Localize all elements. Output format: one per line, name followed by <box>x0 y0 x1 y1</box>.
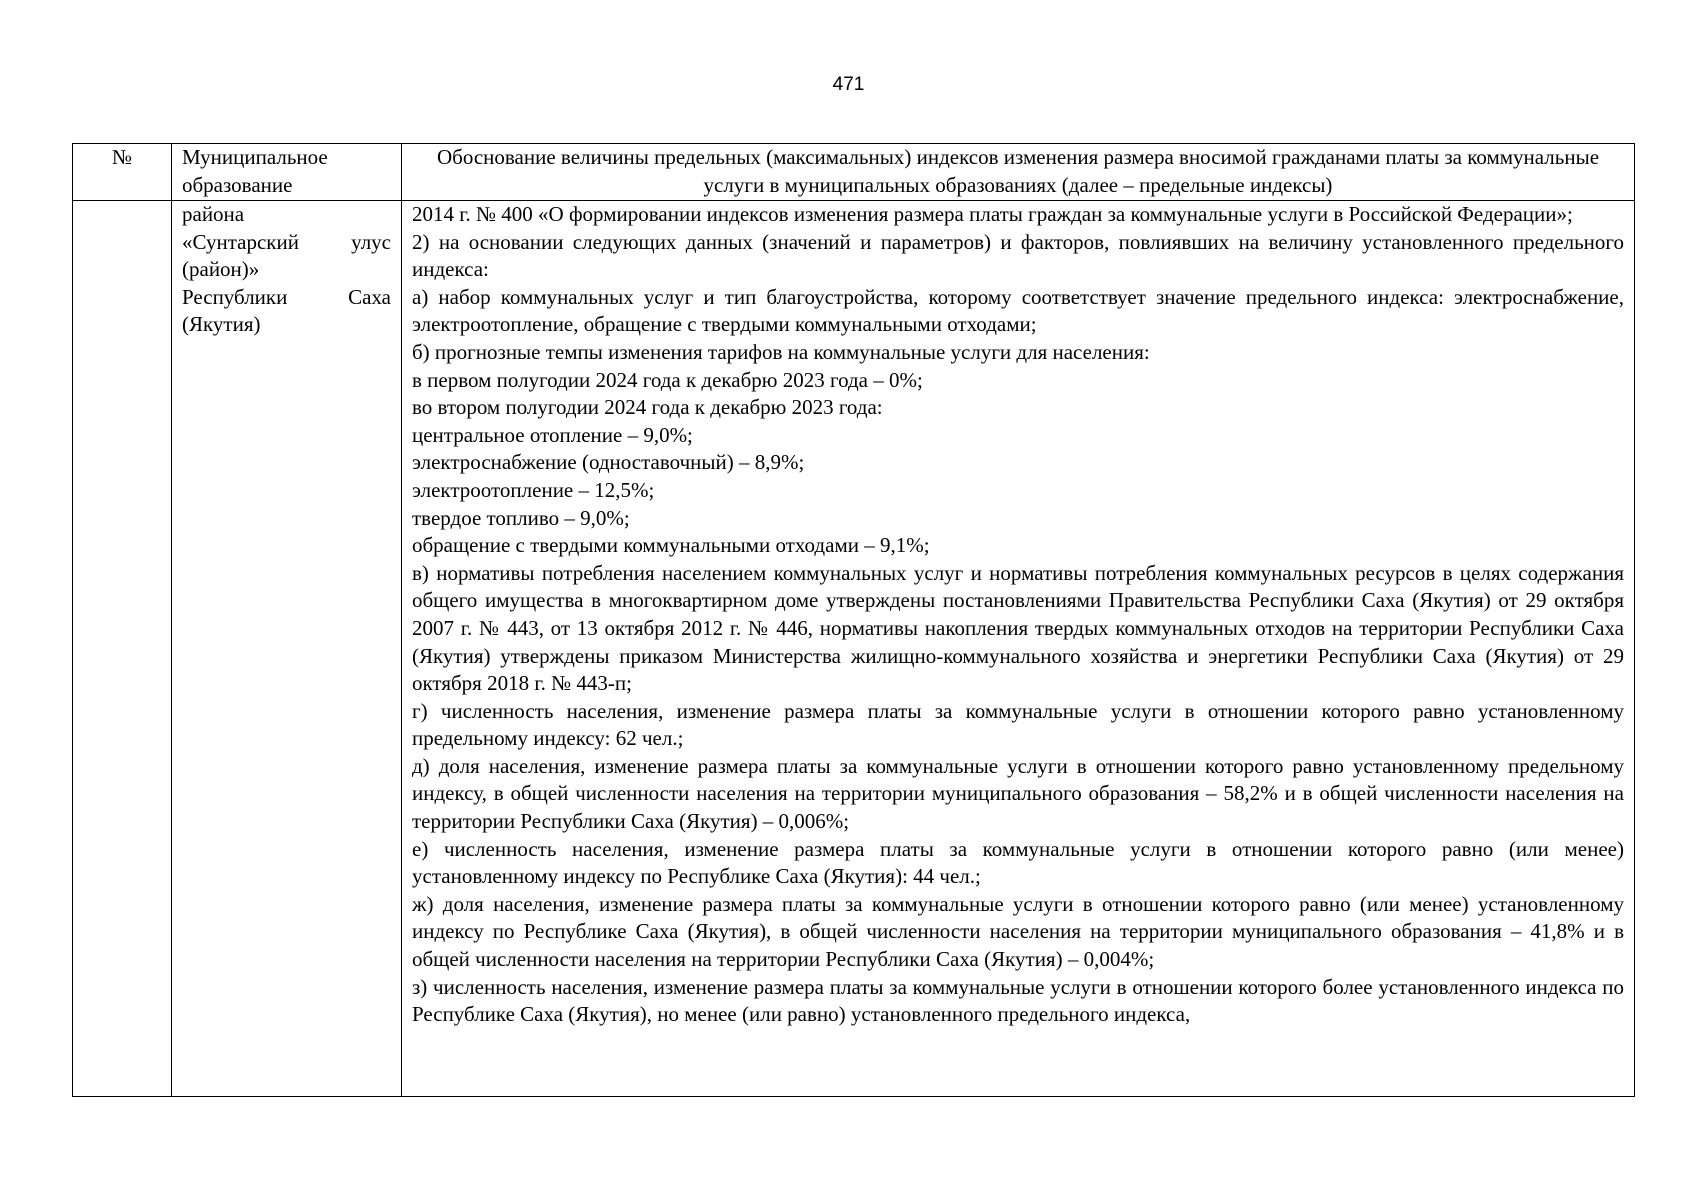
tariff-index-table <box>72 143 1635 1097</box>
basis-paragraph: центральное отопление – 9,0%; <box>412 422 693 447</box>
basis-paragraph: б) прогнозные темпы изменения тарифов на коммунальные услуги для населения: <box>412 339 1150 364</box>
basis-paragraph: е) численность населения, изменение размера платы за коммунальные услуги в отношении которого равно (или менее) установленному индексу по Республике Саха (Якутия): 44 чел.; <box>412 836 1624 889</box>
basis-paragraph: 2014 г. № 400 «О формировании индексов изменения размера платы граждан за коммунальные услуги в Российской Федерации»; <box>412 202 1573 226</box>
municipality-line: «Сунтарский улус <box>182 229 391 254</box>
basis-paragraph: обращение с твердыми коммунальными отходами – 9,1%; <box>412 533 930 558</box>
table-header-row <box>73 144 1635 201</box>
basis-paragraph: 2) на основании следующих данных (значений и параметров) и факторов, повлиявших на величину установленного предельного индекса: <box>412 229 1624 282</box>
municipality-line: Республики Саха <box>182 284 391 309</box>
municipality-line: (район)» <box>182 257 260 282</box>
basis-paragraph: электроотопление – 12,5%; <box>412 477 655 502</box>
municipality-line: района <box>182 202 245 226</box>
header-basis: Обоснование величины предельных (максимальных) индексов изменения размера вносимой гражданами платы за коммунальные услуги в муниципальных образованиях (далее – предельные индексы) <box>402 144 1635 201</box>
header-number: № <box>73 144 172 201</box>
municipality-line: (Якутия) <box>182 312 261 337</box>
basis-paragraph: г) численность населения, изменение размера платы за коммунальные услуги в отношении которого равно установленному предельному индексу: 62 чел.; <box>412 698 1624 751</box>
page-number: 471 <box>832 74 865 95</box>
basis-paragraph: д) доля населения, изменение размера платы за коммунальные услуги в отношении которого равно установленному предельному индексу, в общей численности населения на территории муниципального образования – 58,2% и в общей численности населения на территории Республики Саха (Якутия) – 0,006%; <box>412 753 1624 834</box>
basis-paragraph: в первом полугодии 2024 года к декабрю 2023 года – 0%; <box>412 367 923 392</box>
basis-paragraph: з) численность населения, изменение размера платы за коммунальные услуги в отношении которого более установленного индекса по Республике Саха (Якутия), но менее (или равно) установленного предельного индекса, <box>412 974 1624 1027</box>
basis-paragraph: а) набор коммунальных услуг и тип благоустройства, которому соответствует значение предельного индекса: электроснабжение, электроотопление, обращение с твердыми коммунальными отходами; <box>412 284 1624 337</box>
basis-paragraph: в) нормативы потребления населением коммунальных услуг и нормативы потребления коммунальных ресурсов в целях содержания общего имущества в многоквартирном доме утверждены постановлениями Правительства Республики Саха (Якутия) от 29 октября 2007 г. № 443, от 13 октября 2012 г. № 446, нормативы накопления твердых коммунальных отходов на территории Республики Саха (Якутия) утверждены приказом Министерства жилищно-коммунального хозяйства и энергетики Республики Саха (Якутия) от 29 октября 2018 г. № 443-п; <box>412 560 1624 696</box>
basis-paragraph: ж) доля населения, изменение размера платы за коммунальные услуги в отношении которого равно (или менее) установленному индексу по Республике Саха (Якутия), в общей численности населения на территории муниципального образования – 41,8% и в общей численности населения на территории Республики Саха (Якутия) – 0,004%; <box>412 891 1624 972</box>
basis-paragraph: электроснабжение (одноставочный) – 8,9%; <box>412 450 805 475</box>
basis-paragraph: во втором полугодии 2024 года к декабрю 2023 года: <box>412 395 883 420</box>
header-municipality: Муниципальное образование <box>172 144 402 201</box>
cell-number <box>73 201 172 1097</box>
table-row <box>73 201 1635 1097</box>
basis-paragraph: твердое топливо – 9,0%; <box>412 505 630 530</box>
cell-municipality <box>172 201 402 1097</box>
cell-basis-text <box>402 201 1635 1097</box>
